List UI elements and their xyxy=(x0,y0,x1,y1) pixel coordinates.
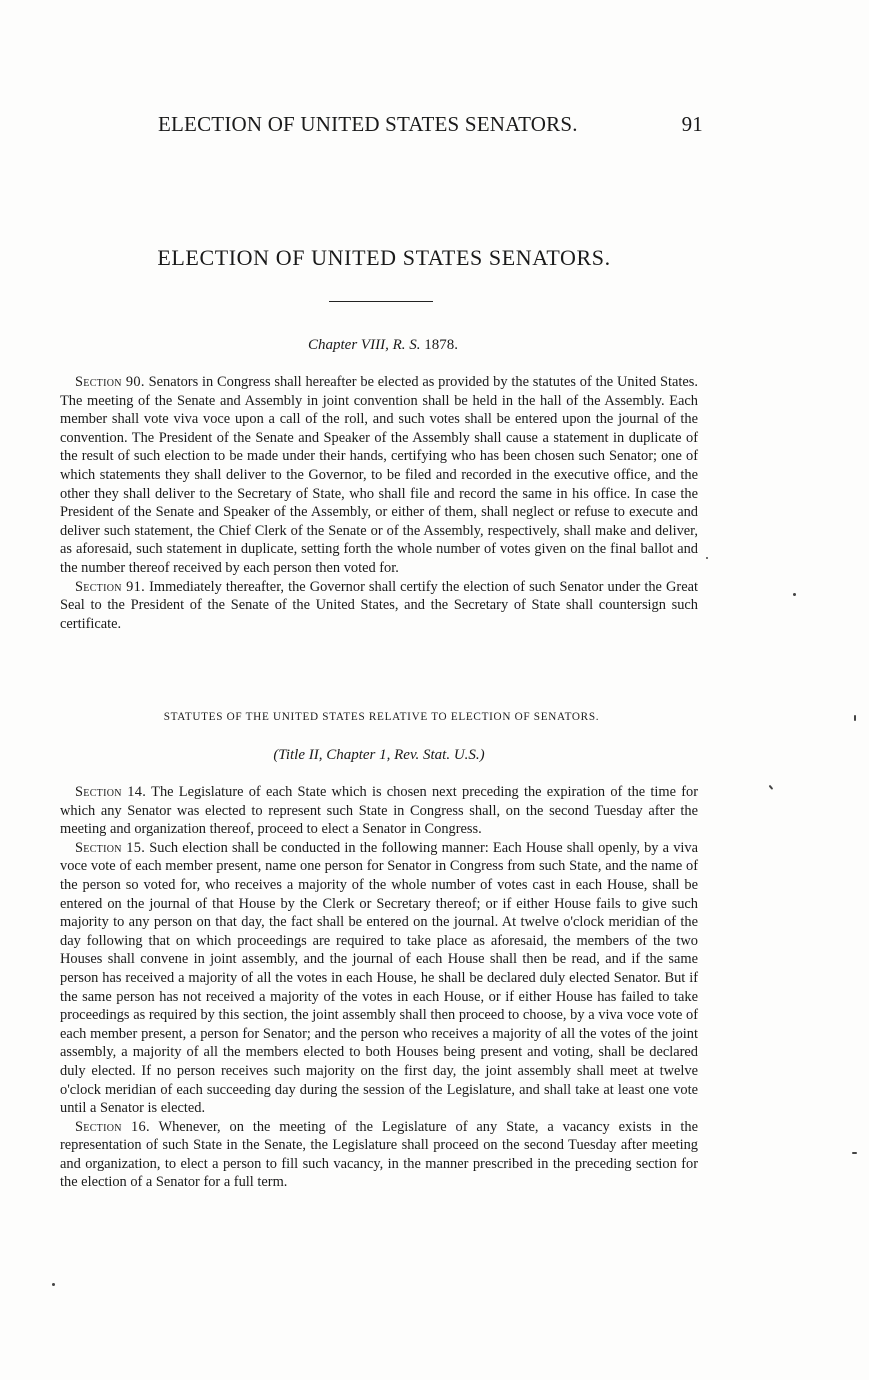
section-text: Such election shall be conducted in the following manner: Each House shall openly, by a viva voce vote of each member present, name one person for Senator in Congress from such State, and the name of the person so voted for, who receives a majority of the whole number of votes cast in each House, shall be entered on the journal of that House by the Clerk or Secretary thereof; or if either House fails to give such majority to any person on that day, the fact shall be entered on the journal. At twelve o'clock meridian of the day following that on which proceedings are required to take place as aforesaid, the members of the two Houses shall convene in joint assembly, and the journal of each House shall then be read, and if the same person has received a majority of all the votes in each House, he shall be declared duly elected Senator. But if the same person has not received a majority of the votes in each House, or if either House has failed to take proceedings as required by this section, the joint assembly shall then proceed to choose, by a viva voce vote of each member present, a person for Senator; and the person who receives a majority of all the votes of the joint assembly, a majority of all the members elected to both Houses being present and voting, shall be declared duly elected. If no person receives such majority on the first day, the joint assembly shall meet at twelve o'clock meridian of each succeeding day during the session of the Legislature, and shall take at least one vote until a Senator is elected. xyxy=(60,839,698,1117)
scan-speck xyxy=(854,715,856,721)
section-label: Section 14. xyxy=(75,784,147,800)
federal-sections xyxy=(60,783,698,1192)
running-head-title: ELECTION OF UNITED STATES SENATORS. xyxy=(158,112,578,136)
title-citation: (Title II, Chapter 1, Rev. Stat. U.S.) xyxy=(273,747,485,763)
chapter-citation-year: 1878. xyxy=(424,337,458,353)
section-text: Immediately thereafter, the Governor shall certify the election of such Senator under the Great Seal to the President of the Senate of the United States, and the Secretary of State shall countersign such certificate. xyxy=(60,578,698,632)
section-label: Section 90. xyxy=(75,374,145,390)
section-text: Senators in Congress shall hereafter be elected as provided by the statutes of the United States. The meeting of the Senate and Assembly in joint convention shall be held in the hall of the Assembly. Each member shall vote viva voce upon a call of the roll, and such votes shall be entered upon the journal of the convention. The President of the Senate and Speaker of the Assembly shall cause a statement in duplicate of the result of such election to be made under their hands, certifying who has been chosen such Senator; one of which statements they shall deliver to the Governor, to be filed and recorded in the executive office, and the other they shall deliver to the Secretary of State, who shall file and record the same in his office. In case the President of the Senate and Speaker of the Assembly, or either of them, shall neglect or refuse to execute and deliver such statement, the Chief Clerk of the Senate or of the Assembly, respectively, shall make and deliver, as aforesaid, such statement in duplicate, setting forth the whole number of votes given on the final ballot and the number thereof received by each person then voted for. xyxy=(60,374,698,576)
scan-speck xyxy=(706,557,708,559)
section-label: Section 16. xyxy=(75,1118,150,1135)
section-paragraph xyxy=(60,839,698,1118)
scan-speck xyxy=(52,1283,55,1286)
title-rule xyxy=(329,301,433,302)
scan-speck xyxy=(769,785,773,790)
section-label: Section 91. xyxy=(75,578,146,595)
section-paragraph xyxy=(60,1118,698,1192)
main-title: ELECTION OF UNITED STATES SENATORS. xyxy=(157,245,611,270)
section-label: Section 15. xyxy=(75,839,146,856)
section-text: The Legislature of each State which is chosen next preceding the expiration of the time for which any Senator was elected to represent such State in Congress shall, on the second Tuesday after the meeting and organization thereof, proceed to elect a Senator in Congress. xyxy=(60,784,698,838)
chapter-citation-prefix: Chapter VIII, R. S. xyxy=(308,337,421,353)
section-paragraph xyxy=(60,373,698,578)
chapter-citation xyxy=(0,337,766,354)
page-number: 91 xyxy=(681,112,703,136)
section-text: Whenever, on the meeting of the Legislature of any State, a vacancy exists in the representation of such State in the Senate, the Legislature shall proceed on the second Tuesday after meeting and organization, to elect a person to fill such vacancy, in the manner prescribed in the preceding section for the election of a Senator for a full term. xyxy=(60,1118,698,1191)
section-paragraph xyxy=(60,578,698,634)
section-paragraph xyxy=(60,783,698,839)
state-sections xyxy=(60,373,698,633)
statutes-heading: STATUTES OF THE UNITED STATES RELATIVE TO ELECTION OF SENATORS. xyxy=(163,711,600,723)
scan-speck xyxy=(793,593,796,596)
scan-speck xyxy=(852,1152,857,1154)
